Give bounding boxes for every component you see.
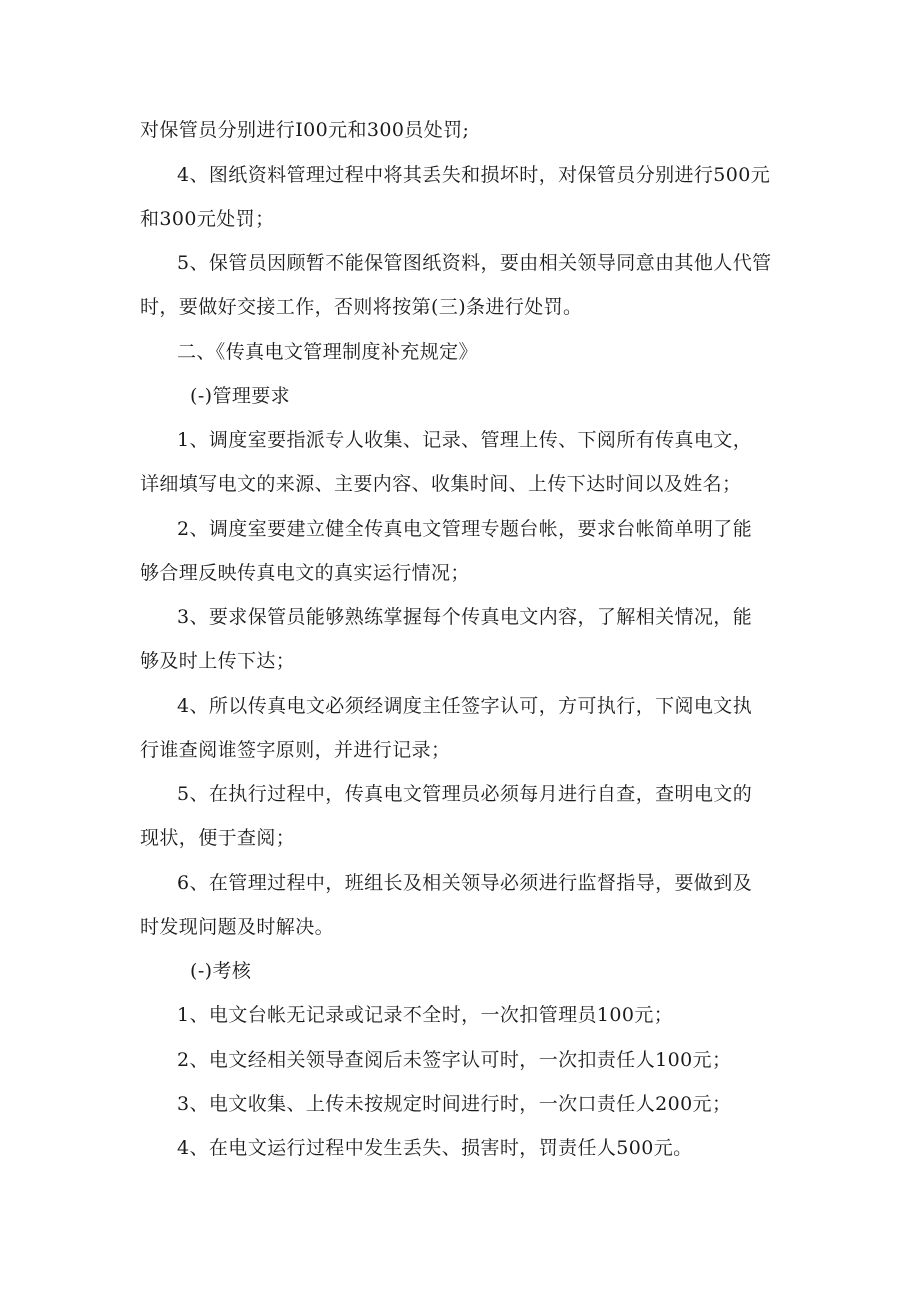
subsection-heading-assessment: (-)考核: [190, 960, 252, 982]
text-line-9: 详细填写电文的来源、主要内容、收集时间、上传下达时间以及姓名；: [140, 473, 742, 495]
text-line-8: 1、调度室要指派专人收集、记录、管理上传、下阅所有传真电文，: [177, 429, 753, 451]
text-line-16: 5、在执行过程中，传真电文管理员必须每月进行自查，查明电文的: [177, 783, 753, 805]
text-line-24: 4、在电文运行过程中发生丢失、损害时，罚责任人500元。: [177, 1137, 693, 1159]
text-line-12: 3、要求保管员能够熟练掌握每个传真电文内容，了解相关情况，能: [177, 606, 753, 628]
text-line-13: 够及时上传下达；: [140, 650, 296, 672]
section-heading: 二、《传真电文管理制度补充规定》: [177, 341, 478, 363]
text-line-15: 行谁查阅谁签字原则，并进行记录；: [140, 739, 451, 761]
text-line-11: 够合理反映传真电文的真实运行情况；: [140, 562, 470, 584]
text-line-21: 1、电文台帐无记录或记录不全时，一次扣管理员100元；: [177, 1004, 674, 1026]
text-line-22: 2、电文经相关领导查阅后未签字认可时，一次扣责任人100元；: [177, 1049, 732, 1071]
text-line-4: 5、保管员因顾暂不能保管图纸资料，要由相关领导同意由其他人代管: [177, 252, 772, 274]
text-line-2: 4、图纸资料管理过程中将其丢失和损坏时，对保管员分别进行500元: [177, 164, 771, 186]
text-line-10: 2、调度室要建立健全传真电文管理专题台帐，要求台帐简单明了能: [177, 518, 753, 540]
text-line-17: 现状，便于查阅；: [140, 827, 296, 849]
text-line-23: 3、电文收集、上传未按规定时间进行时，一次口责任人200元；: [177, 1093, 732, 1115]
text-line-5: 时，要做好交接工作，否则将按第(三)条进行处罚。: [140, 296, 583, 318]
subsection-heading-requirements: (-)管理要求: [190, 385, 291, 407]
text-line-19: 时发现问题及时解决。: [140, 916, 335, 938]
text-line-14: 4、所以传真电文必须经调度主任签字认可，方可执行，下阅电文执: [177, 695, 753, 717]
text-line-3: 和300元处罚；: [140, 208, 275, 230]
text-line-1: 对保管员分别进行I00元和300员处罚;: [140, 119, 470, 141]
text-line-18: 6、在管理过程中，班组长及相关领导必须进行监督指导，要做到及: [177, 872, 753, 894]
